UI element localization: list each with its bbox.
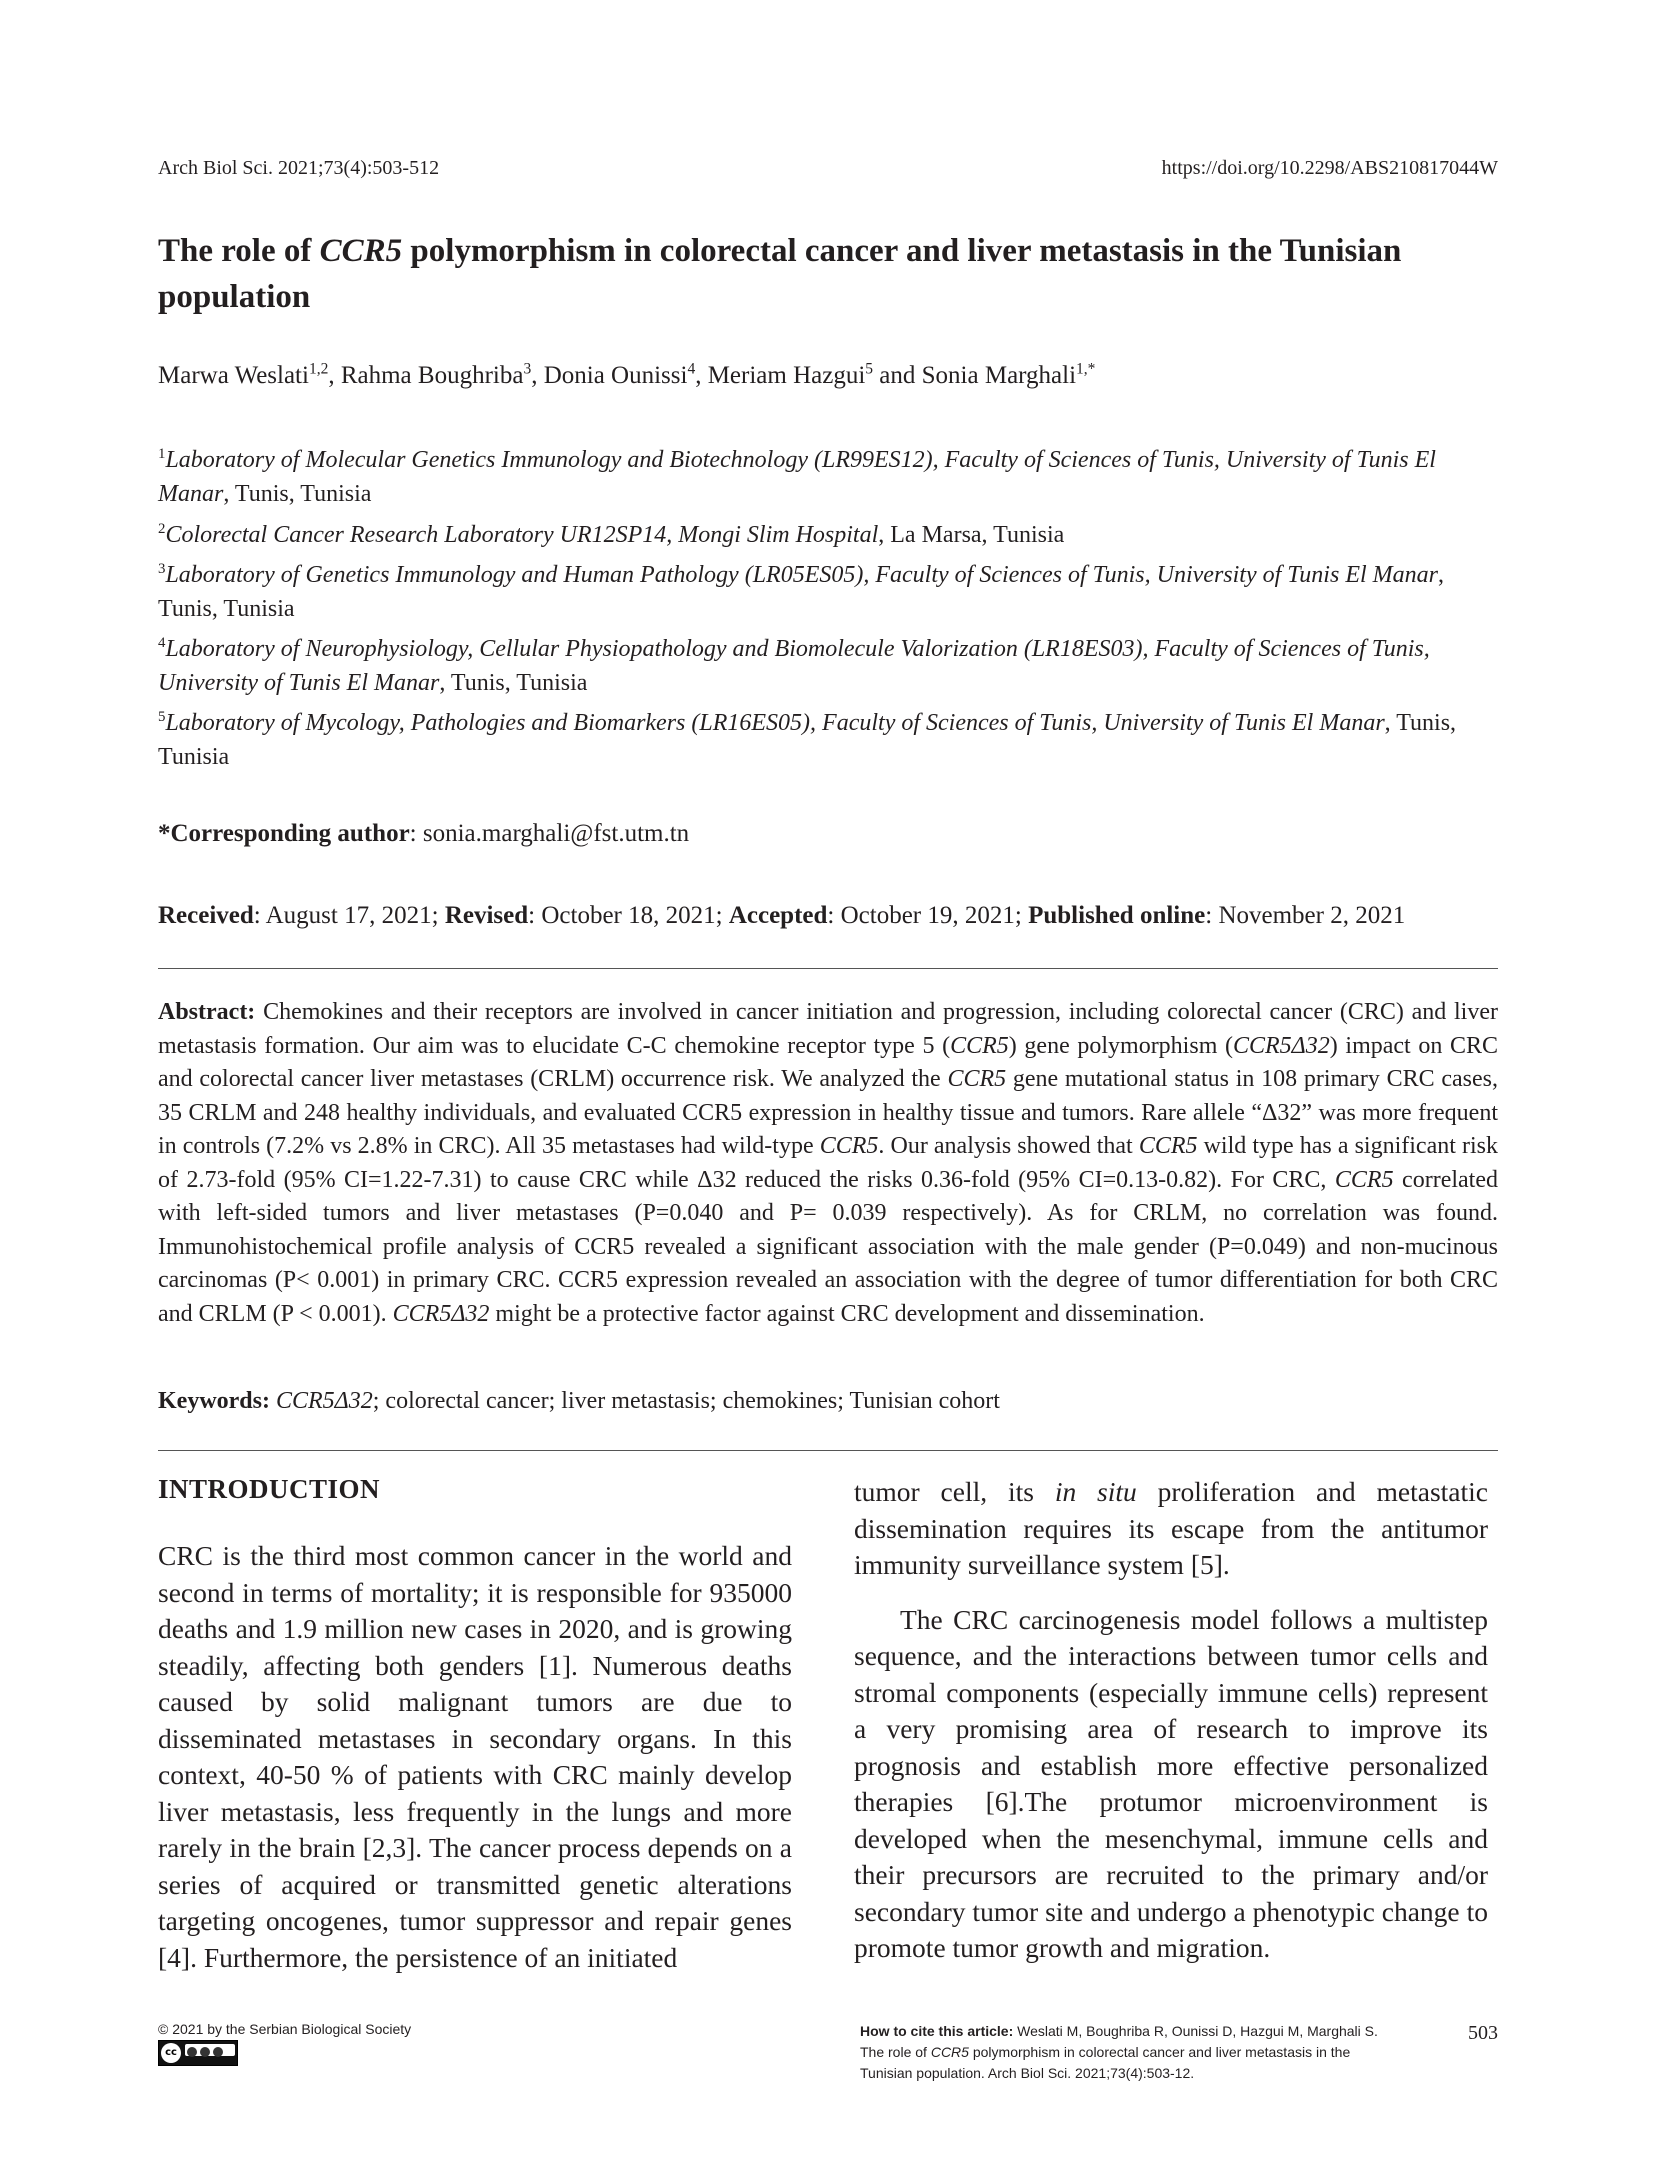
affiliation-4 [158, 632, 1498, 700]
journal-reference: Arch Biol Sci. 2021;73(4):503-512 [158, 157, 440, 179]
keywords-rest: ; colorectal cancer; liver metastasis; chemokines; Tunisian cohort [372, 1388, 1000, 1414]
author-name: Marwa Weslati [158, 362, 309, 389]
latin-italic: in situ [1054, 1476, 1137, 1507]
author-separator: , [531, 362, 544, 389]
paragraph-text: tumor cell, its [854, 1476, 1055, 1507]
title-part2: polymorphism in colorectal cancer and liver metastasis in the Tunisian population [158, 233, 1402, 315]
intro-paragraph-continued [854, 1474, 1488, 1584]
gene-italic: CCR5 [819, 1133, 879, 1159]
doi-link[interactable]: https://doi.org/10.2298/ABS210817044W [1161, 157, 1498, 179]
gene-italic: CCR5Δ32 [392, 1300, 490, 1327]
affiliation-location: , Tunis, Tunisia [158, 562, 1444, 622]
affiliation-number: 1 [158, 446, 166, 462]
author-name: Donia Ounissi [543, 362, 688, 389]
author-affiliation-sup: 1,* [1076, 360, 1096, 378]
cite-gene-italic: CCR5 [930, 2044, 969, 2060]
accepted-date: October 19, 2021 [840, 902, 1015, 929]
corresponding-label: *Corresponding author [158, 820, 410, 847]
gene-italic: CCR5 [950, 1032, 1009, 1059]
author-name: Sonia Marghali [921, 362, 1077, 389]
affiliation-1 [158, 443, 1498, 511]
received-date: August 17, 2021 [265, 902, 432, 929]
affiliation-institution: Colorectal Cancer Research Laboratory UR12SP14, Mongi Slim Hospital [165, 522, 879, 548]
cc-icon: cc [161, 2043, 181, 2063]
affiliation-number: 3 [158, 561, 166, 577]
intro-paragraph: CRC is the third most common cancer in the world and second in terms of mortality; it is responsible for 935000 deaths and 1.9 million new cases in 2020, and is growing steadily, affecting both genders [1]. Numerous deaths caused by solid malignant tumors are due to disseminated metastases in secondary organs. In this context, 40-50 % of patients with CRC mainly develop liver metastasis, less frequently in the lungs and more rarely in the brain [2,3]. The cancer process depends on a series of acquired or transmitted genetic alterations targeting oncogenes, tumor suppressor and repair genes [4]. Furthermore, the persistence of an initiated [158, 1540, 792, 1973]
author-list [158, 362, 1095, 390]
revised-label: Revised [444, 902, 529, 929]
affiliation-3 [158, 558, 1498, 626]
copyright-notice: © 2021 by the Serbian Biological Society [158, 2021, 412, 2037]
abstract-text: might be a protective factor against CRC development and dissemination. [489, 1300, 1205, 1327]
author-separator: , [328, 362, 341, 389]
author-affiliation-sup: 5 [865, 360, 874, 378]
paragraph-text: proliferation and metastatic dissemination requires its escape from the antitumor immunity surveillance system [5]. [854, 1476, 1488, 1580]
published-date: November 2, 2021 [1218, 902, 1406, 929]
affiliation-location: , Tunis, Tunisia [223, 481, 372, 507]
abstract-label: Abstract: [158, 999, 256, 1025]
creative-commons-license-icon[interactable] [158, 2040, 238, 2066]
license-terms-icon [185, 2044, 235, 2056]
abstract-text: ) gene polymorphism ( [1008, 1032, 1233, 1059]
affiliation-institution: Laboratory of Neurophysiology, Cellular Physiopathology and Biomolecule Valorization (LR18ES03), Faculty of Sciences of Tunis, University of Tunis El Manar [158, 636, 1430, 696]
affiliation-number: 4 [158, 635, 166, 651]
abstract-text: gene mutational status in 108 primary CRC cases, 35 CRLM and 248 healthy individuals, and evaluated CCR5 expression in healthy tissue and tumors. Rare allele “Δ32” was more frequent in controls (7.2% vs 2.8% in CRC). All 35 metastases had wild-type [158, 1066, 1499, 1159]
published-label: Published online [1028, 902, 1206, 929]
author-affiliation-sup: 4 [687, 360, 696, 378]
gene-italic: CCR5Δ32 [1233, 1032, 1330, 1059]
affiliation-2 [158, 518, 1498, 552]
section-heading-introduction: INTRODUCTION [158, 1474, 381, 1504]
body-column-right [854, 1474, 1488, 1967]
affiliation-location: , Tunis, Tunisia [439, 670, 588, 696]
page-number: 503 [1468, 2022, 1498, 2044]
accepted-label: Accepted [728, 902, 828, 929]
affiliation-number: 2 [158, 521, 166, 537]
affiliation-location: , La Marsa, Tunisia [878, 522, 1065, 548]
title-gene: CCR5 [319, 233, 403, 269]
affiliation-institution: Laboratory of Genetics Immunology and Human Pathology (LR05ES05), Faculty of Sciences of Tunis, University of Tunis El Manar [165, 562, 1438, 588]
author-affiliation-sup: 1,2 [308, 360, 329, 378]
affiliation-institution: Laboratory of Mycology, Pathologies and Biomarkers (LR16ES05), Faculty of Sciences of Tunis, University of Tunis El Manar [165, 710, 1385, 736]
corresponding-email[interactable]: sonia.marghali@fst.utm.tn [422, 820, 690, 847]
publication-dates: Received: August 17, 2021; Revised: October 18, 2021; Accepted: October 19, 2021; Published online: November 2, 2021 [158, 902, 1406, 929]
author-separator: and [873, 362, 922, 389]
cite-text: polymorphism in colorectal cancer and liver metastasis in the Tunisian population. Arch Biol Sci. 2021;73(4):503-12. [860, 2044, 1351, 2081]
article-title [158, 228, 1498, 320]
received-label: Received [158, 902, 254, 929]
divider-bottom [158, 1450, 1498, 1451]
author-name: Meriam Hazgui [707, 362, 866, 389]
author-separator: , [695, 362, 708, 389]
abstract-text: Chemokines and their receptors are involved in cancer initiation and progression, including colorectal cancer (CRC) and liver metastasis formation. Our aim was to elucidate C-C chemokine receptor type 5 ( [158, 999, 1498, 1059]
affiliation-location: , Tunis, Tunisia [158, 710, 1457, 770]
intro-paragraph: The CRC carcinogenesis model follows a multistep sequence, and the interactions between tumor cells and stromal components (especially immune cells) represent a very promising area of research to improve its prognosis and establish more effective personalized therapies [6].The protumor microenvironment is developed when the mesenchymal, immune cells and their precursors are recruited to the primary and/or secondary tumor site and undergo a phenotypic change to promote tumor growth and migration. [854, 1603, 1488, 1963]
divider-top [158, 968, 1498, 969]
affiliation-institution: Laboratory of Molecular Genetics Immunology and Biotechnology (LR99ES12), Faculty of Sciences of Tunis, University of Tunis El Manar [158, 447, 1436, 507]
gene-italic: CCR5 [1138, 1133, 1198, 1159]
abstract-text: ) impact on CRC and colorectal cancer liver metastases (CRLM) occurrence risk. We analyzed the [158, 1032, 1499, 1092]
body-column-left [158, 1538, 792, 1976]
affiliation-number: 5 [158, 709, 166, 725]
gene-italic: CCR5 [947, 1066, 1007, 1092]
abstract [158, 996, 1498, 1331]
gene-italic: CCR5 [1334, 1166, 1394, 1193]
cite-text: Weslati M, Boughriba R, Ounissi D, Hazgui M, Marghali S. The role of [860, 2023, 1378, 2060]
title-part1: The role of [158, 233, 320, 269]
affiliation-5 [158, 706, 1498, 774]
keywords [158, 1388, 1000, 1415]
keyword-italic: CCR5Δ32 [275, 1388, 373, 1414]
author-name: Rahma Boughriba [340, 362, 524, 389]
revised-date: October 18, 2021 [541, 902, 716, 929]
abstract-text: . Our analysis showed that [878, 1133, 1139, 1159]
corresponding-author: *Corresponding author: sonia.marghali@fst.utm.tn [158, 820, 690, 847]
cite-label: How to cite this article: [860, 2023, 1014, 2039]
citation-box [860, 2021, 1400, 2084]
abstract-text: correlated with left-sided tumors and liver metastases (P=0.040 and P= 0.039 respectively). As for CRLM, no correlation was found. Immunohistochemical profile analysis of CCR5 revealed a significant association with the male gender (P=0.049) and non-mucinous carcinomas (P< 0.001) in primary CRC. CCR5 expression revealed an association with the degree of tumor differentiation for both CRC and CRLM (P < 0.001). [158, 1166, 1498, 1327]
keywords-label: Keywords: [158, 1388, 270, 1414]
abstract-text: wild type has a significant risk of 2.73-fold (95% CI=1.22-7.31) to cause CRC while Δ32 reduced the risks 0.36-fold (95% CI=0.13-0.82). For CRC, [158, 1133, 1498, 1193]
author-affiliation-sup: 3 [523, 360, 532, 378]
